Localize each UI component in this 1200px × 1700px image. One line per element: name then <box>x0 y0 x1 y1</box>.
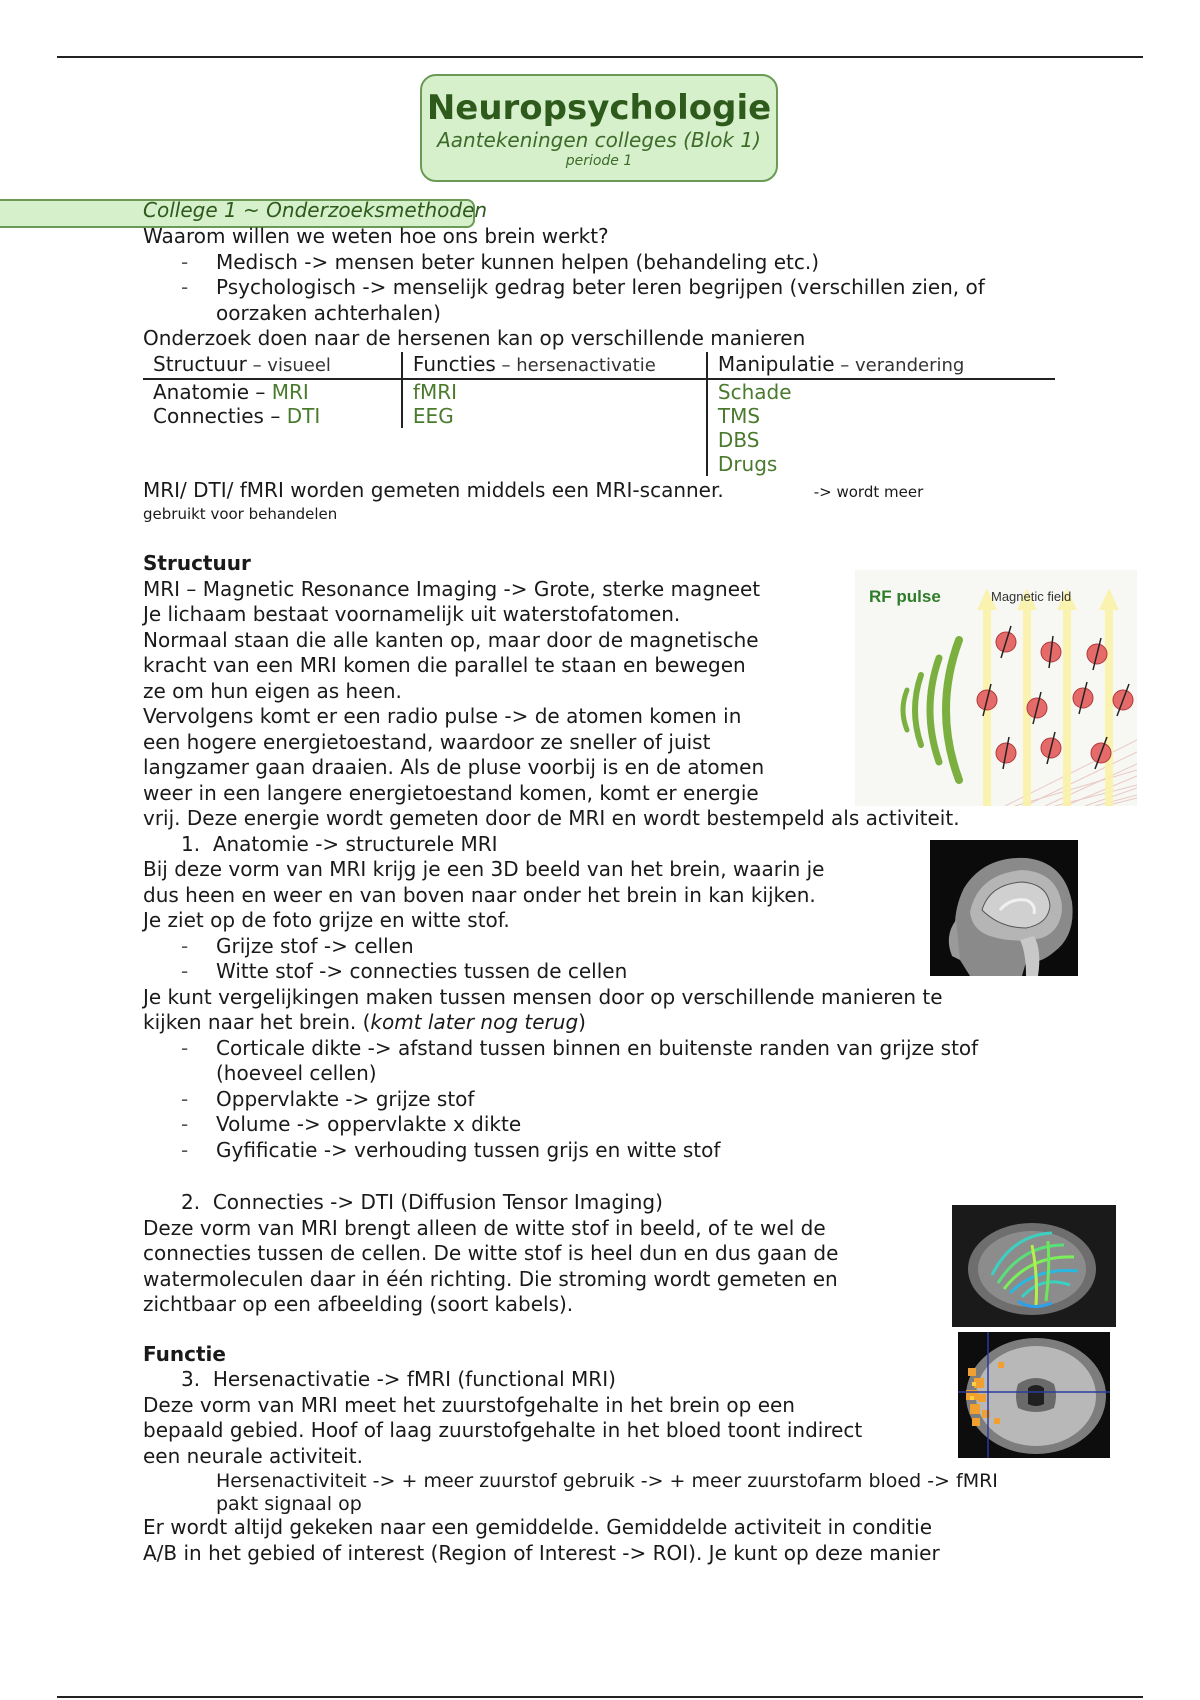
table-row <box>143 452 1055 476</box>
paragraph-line: een neurale activiteit. <box>143 1443 363 1468</box>
intro-bullets <box>143 250 1063 327</box>
document-title: Neuropsychologie <box>426 88 772 128</box>
paragraph-line: Vervolgens komt er een radio pulse -> de atomen komen in <box>143 704 742 728</box>
paragraph-line: langzamer gaan draaien. Als de pluse voorbij is en de atomen <box>143 755 765 779</box>
table-cell: DBS <box>707 428 1055 452</box>
list-item: - Volume -> oppervlakte x dikte <box>216 1112 1063 1138</box>
table-row <box>143 404 1055 428</box>
list-item: - Grijze stof -> cellen <box>216 934 1063 960</box>
table-cell: TMS <box>707 404 1055 428</box>
document-body <box>143 224 1063 1566</box>
top-rule <box>57 56 1143 58</box>
paragraph-line: Deze vorm van MRI brengt alleen de witte stof in beeld, of te wel de <box>143 1215 826 1240</box>
paragraph-line: Je ziet op de foto grijze en witte stof. <box>143 908 510 932</box>
list-item: - Psychologisch -> menselijk gedrag beter leren begrijpen (verschillen zien, of oorzaken achterhalen) <box>216 275 1063 326</box>
matter-bullets <box>143 934 1063 985</box>
intro-question: Waarom willen we weten hoe ons brein werkt? <box>143 224 609 248</box>
table-row <box>143 379 1055 404</box>
magnetic-field-label: Magnetic field <box>991 589 1072 604</box>
measures-bullets <box>143 1036 1063 1164</box>
header-manipulatie: Manipulatie – verandering <box>707 352 1055 379</box>
scanner-note-continued: gebruikt voor behandelen <box>143 505 338 523</box>
bottom-rule <box>57 1696 1143 1698</box>
subsection-anatomie: 1. Anatomie -> structurele MRI <box>181 831 498 856</box>
paragraph-line: watermoleculen daar in één richting. Die stroming wordt gemeten en <box>143 1266 838 1291</box>
paragraph-line: Deze vorm van MRI meet het zuurstofgehalte in het brein op een <box>143 1392 795 1417</box>
sagittal-mri-image <box>930 840 1078 976</box>
paragraph-line: bepaald gebied. Hoof of laag zuurstofgehalte in het bloed toont indirect <box>143 1418 863 1442</box>
title-box <box>420 74 778 182</box>
list-item: - Gyfificatie -> verhouding tussen grijs en witte stof <box>216 1138 1063 1164</box>
section-heading-functie: Functie <box>143 1341 226 1366</box>
list-item: - Oppervlakte -> grijze stof <box>216 1087 1063 1113</box>
list-item: - Medisch -> mensen beter kunnen helpen (behandeling etc.) <box>216 250 1063 276</box>
paragraph-line: Je kunt vergelijkingen maken tussen mensen door op verschillende manieren te <box>143 984 943 1009</box>
header-structuur: Structuur – visueel <box>143 352 402 379</box>
table-row <box>143 428 1055 452</box>
subsection-fmri: 3. Hersenactivatie -> fMRI (functional MRI) <box>181 1367 616 1391</box>
paragraph-line: pakt signaal op <box>216 1493 362 1515</box>
table-cell: Schade <box>707 379 1055 404</box>
document-subtitle: Aantekeningen colleges (Blok 1) <box>437 128 761 152</box>
paragraph-line: Er wordt altijd gekeken naar een gemiddelde. Gemiddelde activiteit in conditie <box>143 1515 933 1539</box>
table-cell: EEG <box>402 404 707 428</box>
paragraph-line: MRI – Magnetic Resonance Imaging -> Grote, sterke magneet <box>143 576 761 601</box>
paragraph-line: dus heen en weer en van boven naar onder het brein in kan kijken. <box>143 882 816 907</box>
paragraph-line: weer in een langere energietoestand komen, komt er energie <box>143 780 759 805</box>
paragraph-line: A/B in het gebied of interest (Region of Interest -> ROI). Je kunt op deze manier <box>143 1540 940 1565</box>
paragraph-line: ze om hun eigen as heen. <box>143 678 402 703</box>
list-item: - Corticale dikte -> afstand tussen binnen en buitenste randen van grijze stof (hoeveel cellen) <box>216 1036 1063 1087</box>
header-functies: Functies – hersenactivatie <box>402 352 707 379</box>
section-heading-structuur: Structuur <box>143 551 251 575</box>
list-item: - Witte stof -> connecties tussen de cellen <box>216 959 1063 985</box>
scanner-note: MRI/ DTI/ fMRI worden gemeten middels een MRI-scanner. -> wordt meer <box>143 477 924 502</box>
table-cell: Connecties – DTI <box>153 403 321 428</box>
paragraph-line: zichtbaar op een afbeelding (soort kabels). <box>143 1292 574 1316</box>
dti-tractography-image <box>952 1205 1116 1327</box>
table-cell: Anatomie – MRI <box>153 379 309 404</box>
subsection-connecties: 2. Connecties -> DTI (Diffusion Tensor Imaging) <box>181 1190 663 1214</box>
rf-pulse-figure <box>855 570 1137 806</box>
paragraph-line: vrij. Deze energie wordt gemeten door de MRI en wordt bestempeld als activiteit. <box>143 806 960 830</box>
college-heading: College 1 ~ Onderzoeksmethoden <box>143 198 488 222</box>
paragraph-line: Bij deze vorm van MRI krijg je een 3D beeld van het brein, waarin je <box>143 857 825 881</box>
paragraph-line: een hogere energietoestand, waardoor ze sneller of juist <box>143 729 711 754</box>
table-cell: Drugs <box>707 452 1055 476</box>
paragraph-line: kijken naar het brein. (komt later nog terug) <box>143 1010 586 1034</box>
document-period: periode 1 <box>565 153 633 169</box>
fmri-activation-image <box>958 1332 1110 1458</box>
paragraph-line: Hersenactiviteit -> + meer zuurstof gebruik -> + meer zuurstofarm bloed -> fMRI <box>216 1470 998 1492</box>
table-header-row <box>143 352 1055 379</box>
paragraph-line: kracht van een MRI komen die parallel te staan en bewegen <box>143 653 746 677</box>
paragraph-line: connecties tussen de cellen. De witte stof is heel dun en dus gaan de <box>143 1241 839 1265</box>
methods-intro: Onderzoek doen naar de hersenen kan op verschillende manieren <box>143 326 806 350</box>
paragraph-line: Je lichaam bestaat voornamelijk uit waterstofatomen. <box>143 602 681 626</box>
methods-table <box>143 352 1055 476</box>
rf-pulse-label: RF pulse <box>869 587 941 606</box>
table-cell: fMRI <box>402 379 707 404</box>
paragraph-line: Normaal staan die alle kanten op, maar door de magnetische <box>143 627 759 652</box>
